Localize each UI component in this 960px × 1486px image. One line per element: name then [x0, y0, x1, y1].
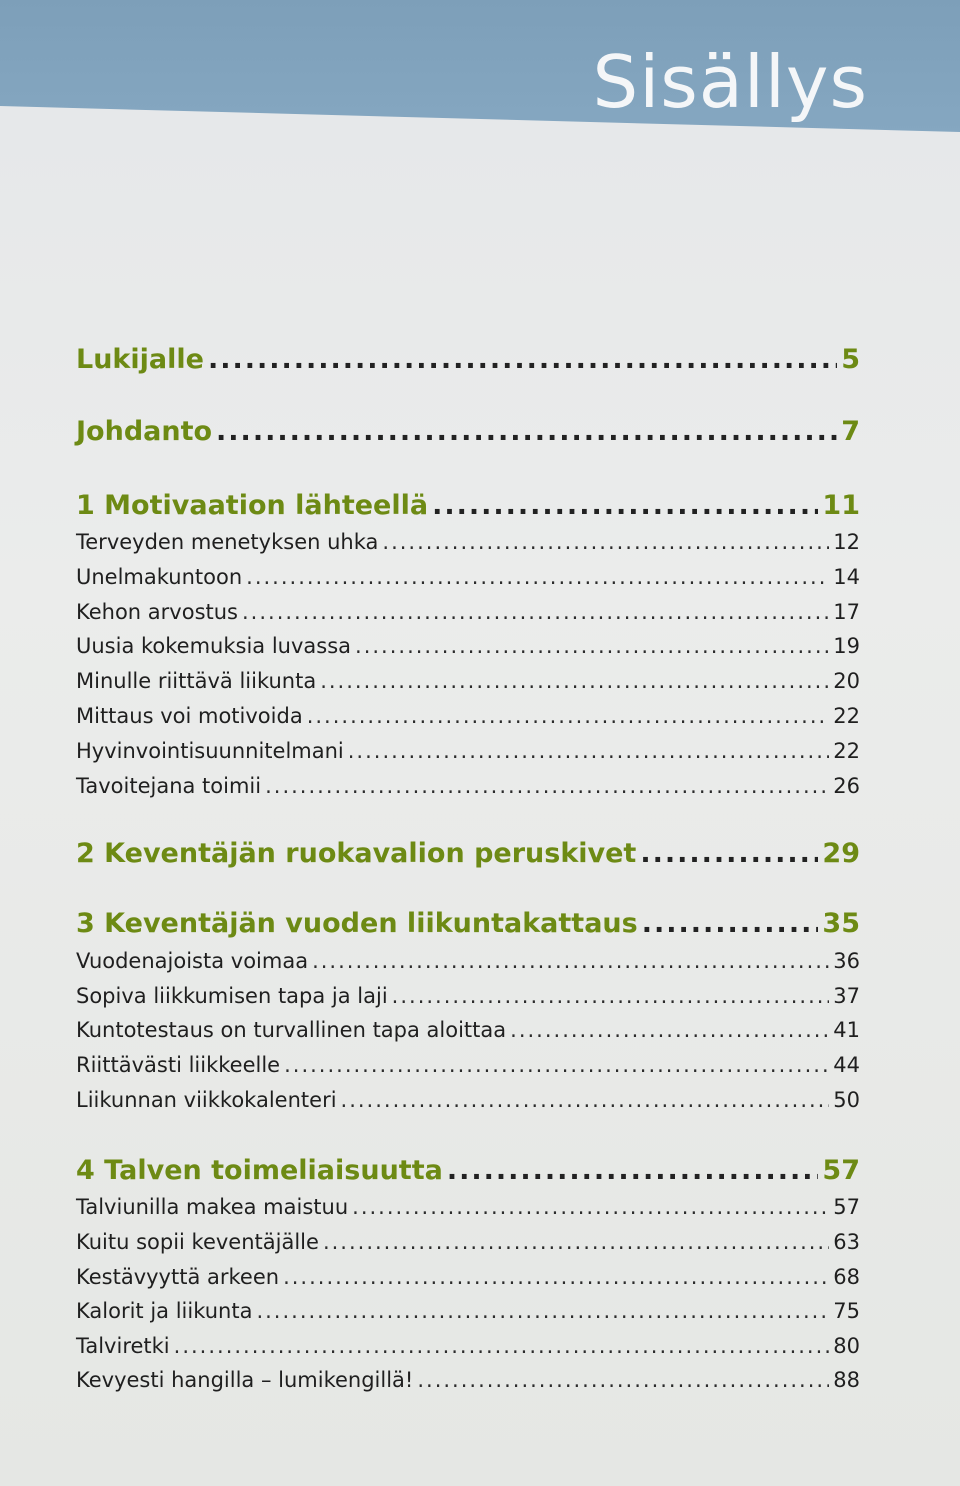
dot-leader: [256, 1299, 829, 1323]
toc-entry[interactable]: [76, 600, 860, 624]
toc-entry-page: 7: [841, 416, 860, 447]
toc-entry-label: Kehon arvostus: [76, 600, 238, 624]
page-title: Sisällys: [592, 40, 868, 124]
toc-entry-page: 37: [833, 984, 860, 1008]
toc-entry[interactable]: [76, 838, 860, 869]
toc-entry-page: 88: [833, 1368, 860, 1392]
toc-entry-label: Sopiva liikkumisen tapa ja laji: [76, 984, 388, 1008]
toc-entry-label: Uusia kokemuksia luvassa: [76, 634, 352, 658]
toc-entry-page: 5: [841, 344, 860, 375]
dot-leader: [382, 530, 829, 554]
toc-entry-page: 36: [833, 949, 860, 973]
toc-entry-label: 4 Talven toimeliaisuutta: [76, 1155, 443, 1186]
dot-leader: [417, 1368, 829, 1392]
toc-entry[interactable]: [76, 949, 860, 973]
toc-entry-page: 41: [833, 1018, 860, 1042]
dot-leader: [392, 984, 830, 1008]
toc-entry-label: Hyvinvointisuunnitelmani: [76, 739, 344, 763]
dot-leader: [216, 416, 837, 447]
toc-entry[interactable]: [76, 634, 860, 658]
dot-leader: [640, 838, 818, 869]
toc-entry[interactable]: [76, 344, 860, 375]
dot-leader: [242, 600, 829, 624]
toc-entry[interactable]: [76, 704, 860, 728]
toc-entry-label: Minulle riittävä liikunta: [76, 669, 317, 693]
dot-leader: [642, 908, 819, 939]
toc-entry-label: 3 Keventäjän vuoden liikuntakattaus: [76, 908, 638, 939]
toc-entry-page: 12: [833, 530, 860, 554]
toc-entry-page: 26: [833, 774, 860, 798]
toc-entry-page: 57: [833, 1195, 860, 1219]
dot-leader: [312, 949, 829, 973]
dot-leader: [348, 739, 830, 763]
dot-leader: [355, 634, 829, 658]
toc-entry-page: 35: [822, 908, 860, 939]
dot-leader: [432, 490, 818, 521]
toc-entry[interactable]: [76, 1230, 860, 1254]
dot-leader: [174, 1334, 830, 1358]
toc-entry-page: 50: [833, 1088, 860, 1112]
toc-entry-page: 19: [833, 634, 860, 658]
dot-leader: [283, 1265, 829, 1289]
toc-entry-label: 1 Motivaation lähteellä: [76, 490, 429, 521]
toc-entry-page: 29: [822, 838, 860, 869]
dot-leader: [284, 1053, 829, 1077]
toc-entry-label: Kevyesti hangilla – lumikengillä!: [76, 1368, 414, 1392]
toc-entry[interactable]: [76, 416, 860, 447]
toc-entry[interactable]: [76, 739, 860, 763]
toc-entry-label: Kuitu sopii keventäjälle: [76, 1230, 319, 1254]
toc-entry[interactable]: [76, 1265, 860, 1289]
toc-entry-label: 2 Keventäjän ruokavalion peruskivet: [76, 838, 637, 869]
toc-entry[interactable]: [76, 1053, 860, 1077]
toc-entry[interactable]: [76, 1368, 860, 1392]
toc-entry[interactable]: [76, 669, 860, 693]
toc-entry-label: Talviretki: [76, 1334, 170, 1358]
toc-entry-page: 57: [822, 1155, 860, 1186]
toc-entry-label: Tavoitejana toimii: [76, 774, 262, 798]
toc-entry-label: Kalorit ja liikunta: [76, 1299, 253, 1323]
toc-entry[interactable]: [76, 1334, 860, 1358]
toc-entry-page: 75: [833, 1299, 860, 1323]
toc-entry-page: 14: [833, 565, 860, 589]
dot-leader: [320, 669, 829, 693]
toc-entry[interactable]: [76, 1299, 860, 1323]
toc-entry-label: Terveyden menetyksen uhka: [76, 530, 379, 554]
toc-entry-page: 80: [833, 1334, 860, 1358]
toc-entry-page: 20: [833, 669, 860, 693]
toc-entry-page: 22: [833, 739, 860, 763]
toc-entry[interactable]: [76, 1018, 860, 1042]
dot-leader: [323, 1230, 829, 1254]
toc-entry-label: Kuntotestaus on turvallinen tapa aloittaa: [76, 1018, 507, 1042]
toc-entry[interactable]: [76, 1155, 860, 1186]
toc-entry[interactable]: [76, 1088, 860, 1112]
toc-entry-page: 44: [833, 1053, 860, 1077]
toc-entry-label: Lukijalle: [76, 344, 204, 375]
dot-leader: [208, 344, 837, 375]
toc-entry[interactable]: [76, 774, 860, 798]
dot-leader: [307, 704, 830, 728]
toc-entry[interactable]: [76, 908, 860, 939]
toc-entry[interactable]: [76, 984, 860, 1008]
dot-leader: [352, 1195, 829, 1219]
dot-leader: [447, 1155, 819, 1186]
toc-entry[interactable]: [76, 490, 860, 521]
toc-entry[interactable]: [76, 565, 860, 589]
toc-entry-page: 11: [822, 490, 860, 521]
toc-entry-page: 63: [833, 1230, 860, 1254]
toc-entry-label: Vuodenajoista voimaa: [76, 949, 309, 973]
toc-entry-page: 68: [833, 1265, 860, 1289]
dot-leader: [341, 1088, 830, 1112]
toc-entry-label: Mittaus voi motivoida: [76, 704, 303, 728]
toc-entry-page: 17: [833, 600, 860, 624]
toc-entry[interactable]: [76, 1195, 860, 1219]
dot-leader: [246, 565, 829, 589]
toc-entry-page: 22: [833, 704, 860, 728]
dot-leader: [510, 1018, 829, 1042]
toc-entry-label: Johdanto: [76, 416, 213, 447]
toc-entry-label: Talviunilla makea maistuu: [76, 1195, 349, 1219]
toc-entry[interactable]: [76, 530, 860, 554]
toc-entry-label: Riittävästi liikkeelle: [76, 1053, 281, 1077]
toc-entry-label: Liikunnan viikkokalenteri: [76, 1088, 337, 1112]
toc-entry-label: Unelmakuntoon: [76, 565, 243, 589]
toc-entry-label: Kestävyyttä arkeen: [76, 1265, 280, 1289]
dot-leader: [265, 774, 829, 798]
